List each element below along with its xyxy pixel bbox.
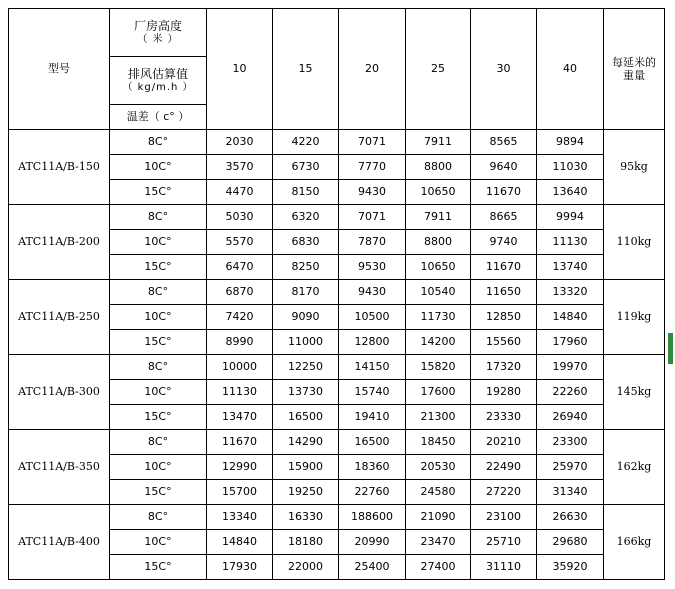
value-cell: 17930: [207, 555, 273, 580]
temp-cell: 15C°: [110, 405, 207, 430]
value-cell: 20210: [471, 430, 537, 455]
temp-cell: 15C°: [110, 480, 207, 505]
value-cell: 10650: [406, 180, 471, 205]
temp-cell: 15C°: [110, 255, 207, 280]
value-cell: 15700: [207, 480, 273, 505]
value-cell: 18180: [273, 530, 339, 555]
value-cell: 12990: [207, 455, 273, 480]
value-cell: 13640: [537, 180, 604, 205]
temp-cell: 15C°: [110, 330, 207, 355]
weight-header: [604, 9, 665, 130]
model-header-label: 型号: [48, 62, 70, 76]
value-cell: 8990: [207, 330, 273, 355]
table-row: [9, 130, 665, 155]
value-cell: 17600: [406, 380, 471, 405]
height-header: [110, 9, 207, 57]
value-cell: 15560: [471, 330, 537, 355]
value-cell: 22490: [471, 455, 537, 480]
value-cell: 11730: [406, 305, 471, 330]
value-cell: 6730: [273, 155, 339, 180]
value-cell: 25400: [339, 555, 406, 580]
value-cell: 13340: [207, 505, 273, 530]
value-cell: 23100: [471, 505, 537, 530]
value-cell: 8800: [406, 230, 471, 255]
value-cell: 9430: [339, 280, 406, 305]
value-cell: 27220: [471, 480, 537, 505]
table-row: [9, 280, 665, 305]
value-cell: 23470: [406, 530, 471, 555]
value-cell: 7770: [339, 155, 406, 180]
value-cell: 11670: [207, 430, 273, 455]
value-cell: 12850: [471, 305, 537, 330]
value-cell: 21300: [406, 405, 471, 430]
value-cell: 16330: [273, 505, 339, 530]
value-cell: 6870: [207, 280, 273, 305]
value-cell: 21090: [406, 505, 471, 530]
header-row-height: [9, 9, 665, 57]
temp-cell: 10C°: [110, 230, 207, 255]
value-cell: 19410: [339, 405, 406, 430]
table-row: [9, 355, 665, 380]
table-row: [9, 205, 665, 230]
value-cell: 11130: [537, 230, 604, 255]
value-cell: 17960: [537, 330, 604, 355]
temp-cell: 15C°: [110, 180, 207, 205]
height-col-3: 25: [406, 9, 471, 130]
value-cell: 13320: [537, 280, 604, 305]
exhaust-header-line1: 排风估算值: [127, 67, 188, 82]
value-cell: 31110: [471, 555, 537, 580]
value-cell: 24580: [406, 480, 471, 505]
value-cell: 7911: [406, 205, 471, 230]
weight-cell: 95kg: [604, 130, 665, 205]
value-cell: 14840: [207, 530, 273, 555]
temp-cell: 8C°: [110, 280, 207, 305]
value-cell: 16500: [273, 405, 339, 430]
value-cell: 6830: [273, 230, 339, 255]
value-cell: 14200: [406, 330, 471, 355]
value-cell: 27400: [406, 555, 471, 580]
model-name: ATC11A/B-250: [9, 280, 110, 355]
value-cell: 19970: [537, 355, 604, 380]
value-cell: 23300: [537, 430, 604, 455]
value-cell: 18360: [339, 455, 406, 480]
value-cell: 4220: [273, 130, 339, 155]
height-col-0: 10: [207, 9, 273, 130]
value-cell: 7870: [339, 230, 406, 255]
value-cell: 11670: [471, 180, 537, 205]
height-col-1: 15: [273, 9, 339, 130]
weight-cell: 145kg: [604, 355, 665, 430]
temp-cell: 10C°: [110, 305, 207, 330]
value-cell: 35920: [537, 555, 604, 580]
value-cell: 7071: [339, 130, 406, 155]
weight-cell: 162kg: [604, 430, 665, 505]
value-cell: 9994: [537, 205, 604, 230]
model-name: ATC11A/B-400: [9, 505, 110, 580]
value-cell: 11670: [471, 255, 537, 280]
value-cell: 10540: [406, 280, 471, 305]
value-cell: 8150: [273, 180, 339, 205]
value-cell: 26630: [537, 505, 604, 530]
value-cell: 15820: [406, 355, 471, 380]
value-cell: 9640: [471, 155, 537, 180]
model-name: ATC11A/B-350: [9, 430, 110, 505]
value-cell: 14840: [537, 305, 604, 330]
exhaust-header-line2: （ kg/m.h ）: [122, 81, 194, 93]
value-cell: 9430: [339, 180, 406, 205]
value-cell: 9090: [273, 305, 339, 330]
value-cell: 4470: [207, 180, 273, 205]
value-cell: 25710: [471, 530, 537, 555]
value-cell: 12800: [339, 330, 406, 355]
value-cell: 13740: [537, 255, 604, 280]
value-cell: 15740: [339, 380, 406, 405]
value-cell: 15900: [273, 455, 339, 480]
spec-table: [8, 8, 665, 580]
value-cell: 13730: [273, 380, 339, 405]
value-cell: 2030: [207, 130, 273, 155]
temp-cell: 8C°: [110, 205, 207, 230]
value-cell: 6470: [207, 255, 273, 280]
value-cell: 13470: [207, 405, 273, 430]
value-cell: 25970: [537, 455, 604, 480]
temp-cell: 8C°: [110, 430, 207, 455]
temp-header: [110, 105, 207, 130]
table-row: [9, 505, 665, 530]
value-cell: 14290: [273, 430, 339, 455]
temp-header-label: 温差（ c° ）: [126, 110, 190, 124]
value-cell: 11130: [207, 380, 273, 405]
weight-cell: 110kg: [604, 205, 665, 280]
value-cell: 9740: [471, 230, 537, 255]
value-cell: 8565: [471, 130, 537, 155]
value-cell: 8170: [273, 280, 339, 305]
value-cell: 10650: [406, 255, 471, 280]
height-col-4: 30: [471, 9, 537, 130]
height-header-line1: 厂房高度: [133, 19, 182, 34]
height-header-line2: （ 米 ）: [137, 33, 179, 45]
value-cell: 22260: [537, 380, 604, 405]
height-col-5: 40: [537, 9, 604, 130]
value-cell: 20990: [339, 530, 406, 555]
value-cell: 16500: [339, 430, 406, 455]
value-cell: 31340: [537, 480, 604, 505]
temp-cell: 15C°: [110, 555, 207, 580]
value-cell: 22760: [339, 480, 406, 505]
value-cell: 10500: [339, 305, 406, 330]
table-row: [9, 430, 665, 455]
model-header: [9, 9, 110, 130]
value-cell: 11650: [471, 280, 537, 305]
exhaust-header: [110, 57, 207, 105]
value-cell: 19280: [471, 380, 537, 405]
temp-cell: 8C°: [110, 130, 207, 155]
model-name: ATC11A/B-150: [9, 130, 110, 205]
weight-cell: 166kg: [604, 505, 665, 580]
value-cell: 10000: [207, 355, 273, 380]
value-cell: 7420: [207, 305, 273, 330]
value-cell: 14150: [339, 355, 406, 380]
value-cell: 29680: [537, 530, 604, 555]
value-cell: 188600: [339, 505, 406, 530]
value-cell: 17320: [471, 355, 537, 380]
value-cell: 26940: [537, 405, 604, 430]
value-cell: 5030: [207, 205, 273, 230]
value-cell: 18450: [406, 430, 471, 455]
value-cell: 8665: [471, 205, 537, 230]
model-name: ATC11A/B-300: [9, 355, 110, 430]
temp-cell: 10C°: [110, 455, 207, 480]
value-cell: 7911: [406, 130, 471, 155]
temp-cell: 8C°: [110, 355, 207, 380]
weight-header-line2: 重量: [623, 69, 645, 82]
value-cell: 8250: [273, 255, 339, 280]
value-cell: 9894: [537, 130, 604, 155]
value-cell: 19250: [273, 480, 339, 505]
value-cell: 6320: [273, 205, 339, 230]
value-cell: 9530: [339, 255, 406, 280]
value-cell: 5570: [207, 230, 273, 255]
temp-cell: 10C°: [110, 530, 207, 555]
value-cell: 20530: [406, 455, 471, 480]
value-cell: 8800: [406, 155, 471, 180]
scroll-marker: [668, 333, 673, 364]
temp-cell: 10C°: [110, 155, 207, 180]
value-cell: 12250: [273, 355, 339, 380]
temp-cell: 8C°: [110, 505, 207, 530]
value-cell: 7071: [339, 205, 406, 230]
weight-header-line1: 每延米的: [612, 55, 656, 69]
height-col-2: 20: [339, 9, 406, 130]
model-name: ATC11A/B-200: [9, 205, 110, 280]
value-cell: 3570: [207, 155, 273, 180]
weight-cell: 119kg: [604, 280, 665, 355]
temp-cell: 10C°: [110, 380, 207, 405]
value-cell: 11000: [273, 330, 339, 355]
value-cell: 23330: [471, 405, 537, 430]
value-cell: 11030: [537, 155, 604, 180]
value-cell: 22000: [273, 555, 339, 580]
